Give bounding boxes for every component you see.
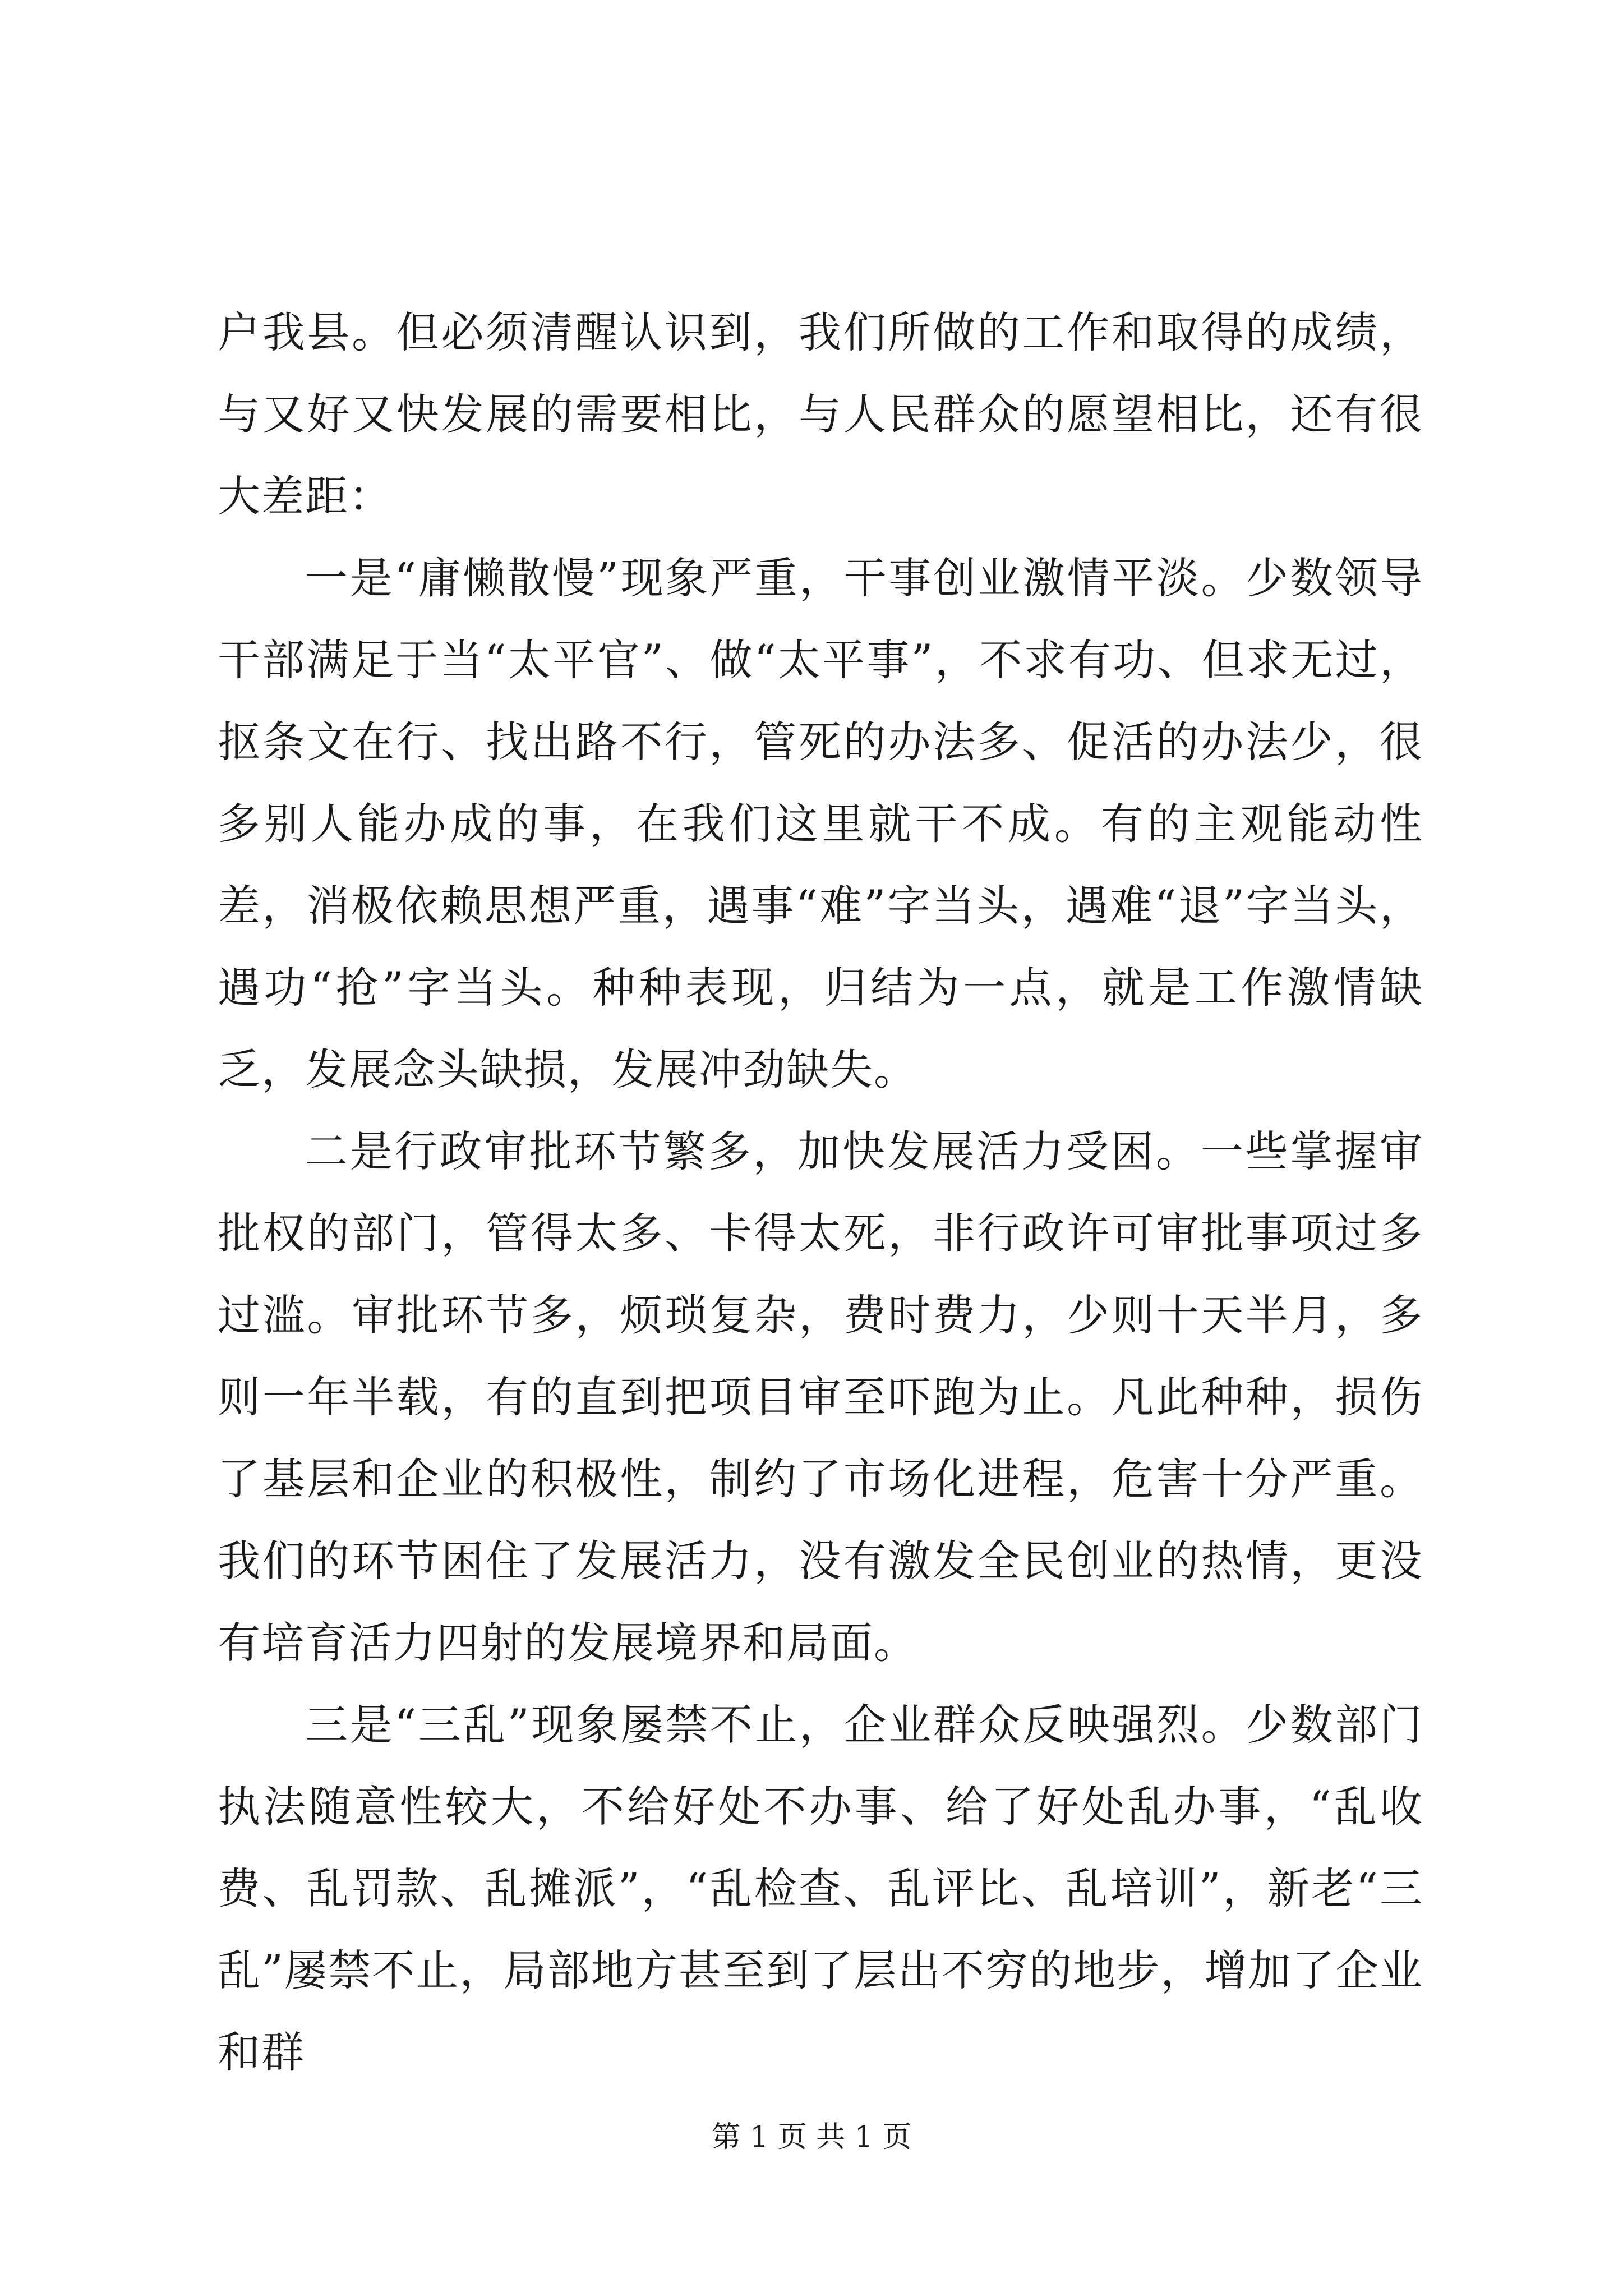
paragraph-continuation: 户我县。但必须清醒认识到，我们所做的工作和取得的成绩，与又好又快发展的需要相比，与人民群众的愿望相比，还有很大差距：: [218, 307, 1423, 521]
document-body: [218, 292, 1423, 2093]
paragraph-point-three: 三是“三乱”现象屡禁不止，企业群众反映强烈。少数部门执法随意性较大，不给好处不办事、给了好处乱办事，“乱收费、乱罚款、乱摊派”，“乱检查、乱评比、乱培训”，新老“三乱”屡禁不止，局部地方甚至到了层出不穷的地步，增加了企业和群: [218, 1700, 1423, 2077]
paragraph-point-one: 一是“庸懒散慢”现象严重，干事创业激情平淡。少数领导干部满足于当“太平官”、做“太平事”，不求有功、但求无过，抠条文在行、找出路不行，管死的办法多、促活的办法少，很多别人能办成的事，在我们这里就干不成。有的主观能动性差，消极依赖思想严重，遇事“难”字当头，遇难“退”字当头，遇功“抢”字当头。种种表现，归结为一点，就是工作激情缺乏，发展念头缺损，发展冲劲缺失。: [218, 553, 1423, 1094]
paragraph-point-two: 二是行政审批环节繁多，加快发展活力受困。一些掌握审批权的部门，管得太多、卡得太死，非行政许可审批事项过多过滥。审批环节多，烦琐复杂，费时费力，少则十天半月，多则一年半载，有的直到把项目审至吓跑为止。凡此种种，损伤了基层和企业的积极性，制约了市场化进程，危害十分严重。我们的环节困住了发展活力，没有激发全民创业的热情，更没有培育活力四射的发展境界和局面。: [218, 1126, 1423, 1668]
page-footer: 第 1 页 共 1 页: [711, 2120, 912, 2154]
